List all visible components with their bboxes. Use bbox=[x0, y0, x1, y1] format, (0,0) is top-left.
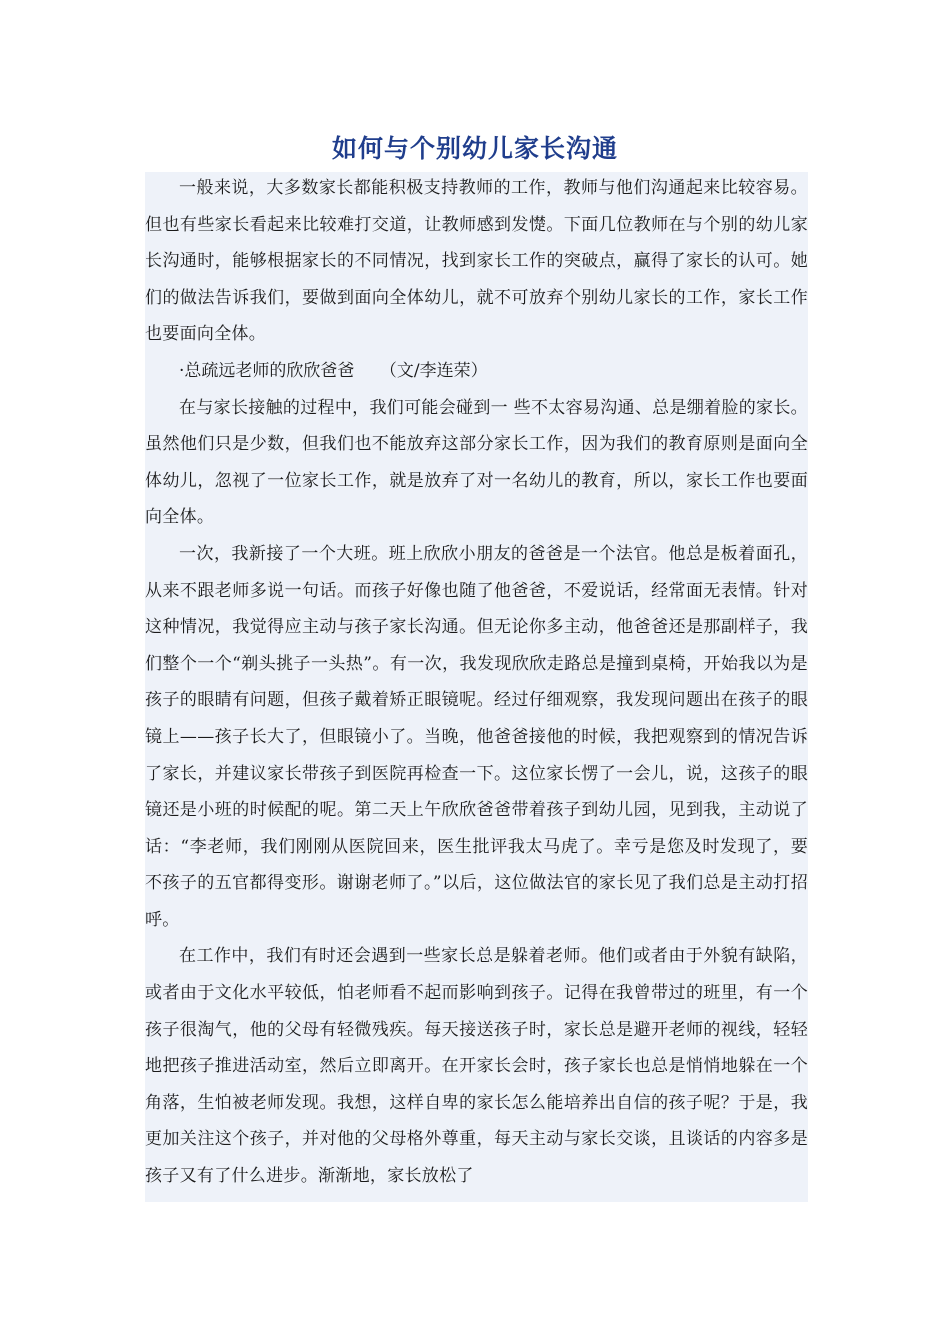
section-byline: ·总疏远老师的欣欣爸爸 （文/李连荣） bbox=[179, 360, 488, 381]
document-body bbox=[145, 170, 808, 1195]
body-paragraph-2: 一次，我新接了一个大班。班上欣欣小朋友的爸爸是一个法官。他总是板着面孔，从来不跟老师多说一句话。而孩子好像也随了他爸爸，不爱说话，经常面无表情。针对这种情况，我觉得应主动与孩子家长沟通。但无论你多主动，他爸爸还是那副样子，我们整个一个“剃头挑子一头热”。有一次，我发现欣欣走路总是撞到桌椅，开始我以为是孩子的眼睛有问题，但孩子戴着矫正眼镜呢。经过仔细观察，我发现问题出在孩子的眼镜上——孩子长大了，但眼镜小了。当晚，他爸爸接他的时候，我把观察到的情况告诉了家长，并建议家长带孩子到医院再检查一下。这位家长愣了一会儿，说，这孩子的眼镜还是小班的时候配的呢。第二天上午欣欣爸爸带着孩子到幼儿园，见到我，主动说了话：“李老师，我们刚刚从医院回来，医生批评我太马虎了。幸亏是您及时发现了，要不孩子的五官都得变形。谢谢老师了。”以后，这位做法官的家长见了我们总是主动打招呼。 bbox=[145, 543, 808, 930]
document-title: 如何与个别幼儿家长沟通 bbox=[331, 134, 618, 163]
intro-paragraph: 一般来说，大多数家长都能积极支持教师的工作，教师与他们沟通起来比较容易。但也有些家长看起来比较难打交道，让教师感到发憷。下面几位教师在与个别的幼儿家长沟通时，能够根据家长的不同情况，找到家长工作的突破点，赢得了家长的认可。她们的做法告诉我们，要做到面向全体幼儿，就不可放弃个别幼儿家长的工作，家长工作也要面向全体。 bbox=[145, 178, 808, 345]
body-paragraph-1: 在与家长接触的过程中，我们可能会碰到一 些不太容易沟通、总是绷着脸的家长。虽然他们只是少数，但我们也不能放弃这部分家长工作，因为我们的教育原则是面向全体幼儿，忽视了一位家长工作，就是放弃了对一名幼儿的教育，所以，家长工作也要面向全体。 bbox=[145, 397, 808, 528]
body-paragraph-3: 在工作中，我们有时还会遇到一些家长总是躲着老师。他们或者由于外貌有缺陷，或者由于文化水平较低，怕老师看不起而影响到孩子。记得在我曾带过的班里，有一个孩子很淘气，他的父母有轻微残疾。每天接送孩子时，家长总是避开老师的视线，轻轻地把孩子推进活动室，然后立即离开。在开家长会时，孩子家长也总是悄悄地躲在一个角落，生怕被老师发现。我想，这样自卑的家长怎么能培养出自信的孩子呢？于是，我更加关注这个孩子，并对他的父母格外尊重，每天主动与家长交谈，且谈话的内容多是孩子又有了什么进步。渐渐地，家长放松了 bbox=[145, 946, 808, 1187]
